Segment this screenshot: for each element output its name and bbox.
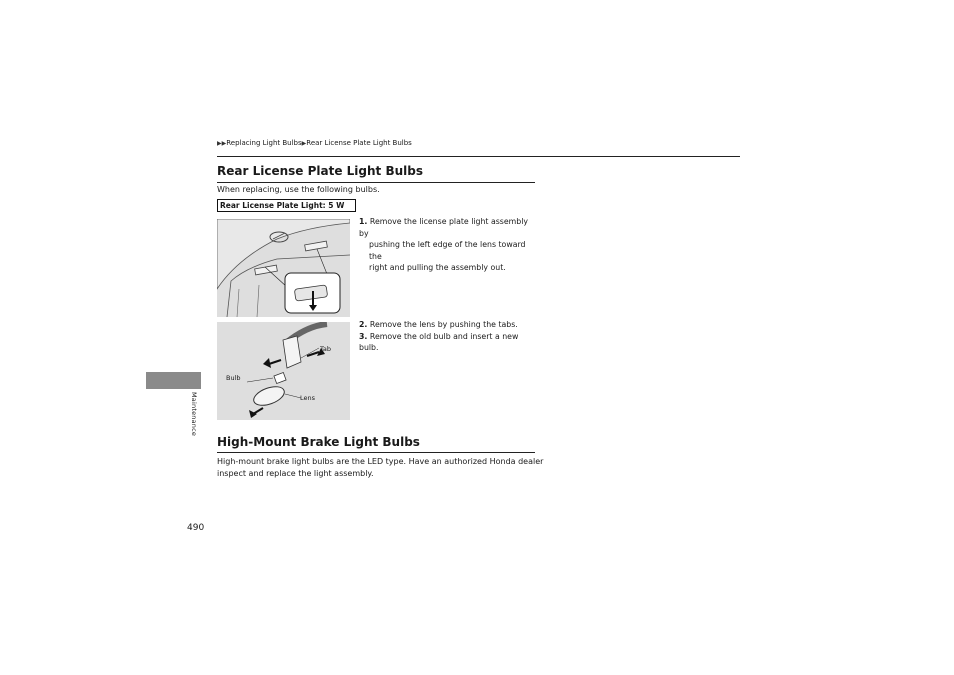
body-line: inspect and replace the light assembly.	[217, 468, 374, 478]
section-intro: When replacing, use the following bulbs.	[217, 185, 380, 194]
step-text: Remove the lens by pushing the tabs.	[369, 320, 518, 329]
step-number: 3.	[359, 331, 368, 341]
illustration-lens-bulb	[217, 322, 350, 420]
step-text: Remove the old bulb and insert a new bulb.	[359, 331, 519, 352]
breadcrumb	[217, 139, 412, 148]
body-line: High-mount brake light bulbs are the LED type. Have an authorized Honda dealer	[217, 457, 544, 466]
illustration-license-light-assembly	[217, 219, 350, 317]
section-body-high-mount	[217, 456, 547, 479]
step-text-line1: Remove the license plate light assembly by	[359, 217, 528, 238]
top-divider	[217, 156, 740, 157]
section-title-high-mount: High-Mount Brake Light Bulbs	[217, 435, 420, 449]
steps-2-3	[359, 319, 539, 354]
callout-tab: Tab	[320, 345, 332, 353]
breadcrumb-marker: ▶▶	[217, 140, 227, 147]
step-1	[359, 216, 539, 274]
chapter-tab[interactable]	[146, 372, 201, 389]
breadcrumb-current: Rear License Plate Light Bulbs	[306, 139, 412, 147]
callout-bulb: Bulb	[226, 374, 241, 382]
step-3	[359, 331, 539, 354]
step-text-line3: right and pulling the assembly out.	[369, 263, 506, 272]
section-title-rear-license: Rear License Plate Light Bulbs	[217, 164, 423, 178]
breadcrumb-separator: ▶	[301, 140, 307, 147]
bulb-spec-box: Rear License Plate Light: 5 W	[217, 199, 356, 212]
breadcrumb-link-replacing-light-bulbs[interactable]: Replacing Light Bulbs	[226, 139, 302, 147]
step-text-line2: pushing the left edge of the lens toward the	[369, 240, 526, 261]
section-title-underline	[217, 182, 535, 183]
page-number: 490	[187, 523, 205, 533]
section-title-underline	[217, 452, 535, 453]
step-number: 2.	[359, 320, 368, 329]
callout-lens: Lens	[300, 394, 316, 402]
step-2	[359, 319, 539, 331]
step-number: 1.	[359, 217, 368, 226]
chapter-label: Maintenance	[190, 392, 198, 437]
